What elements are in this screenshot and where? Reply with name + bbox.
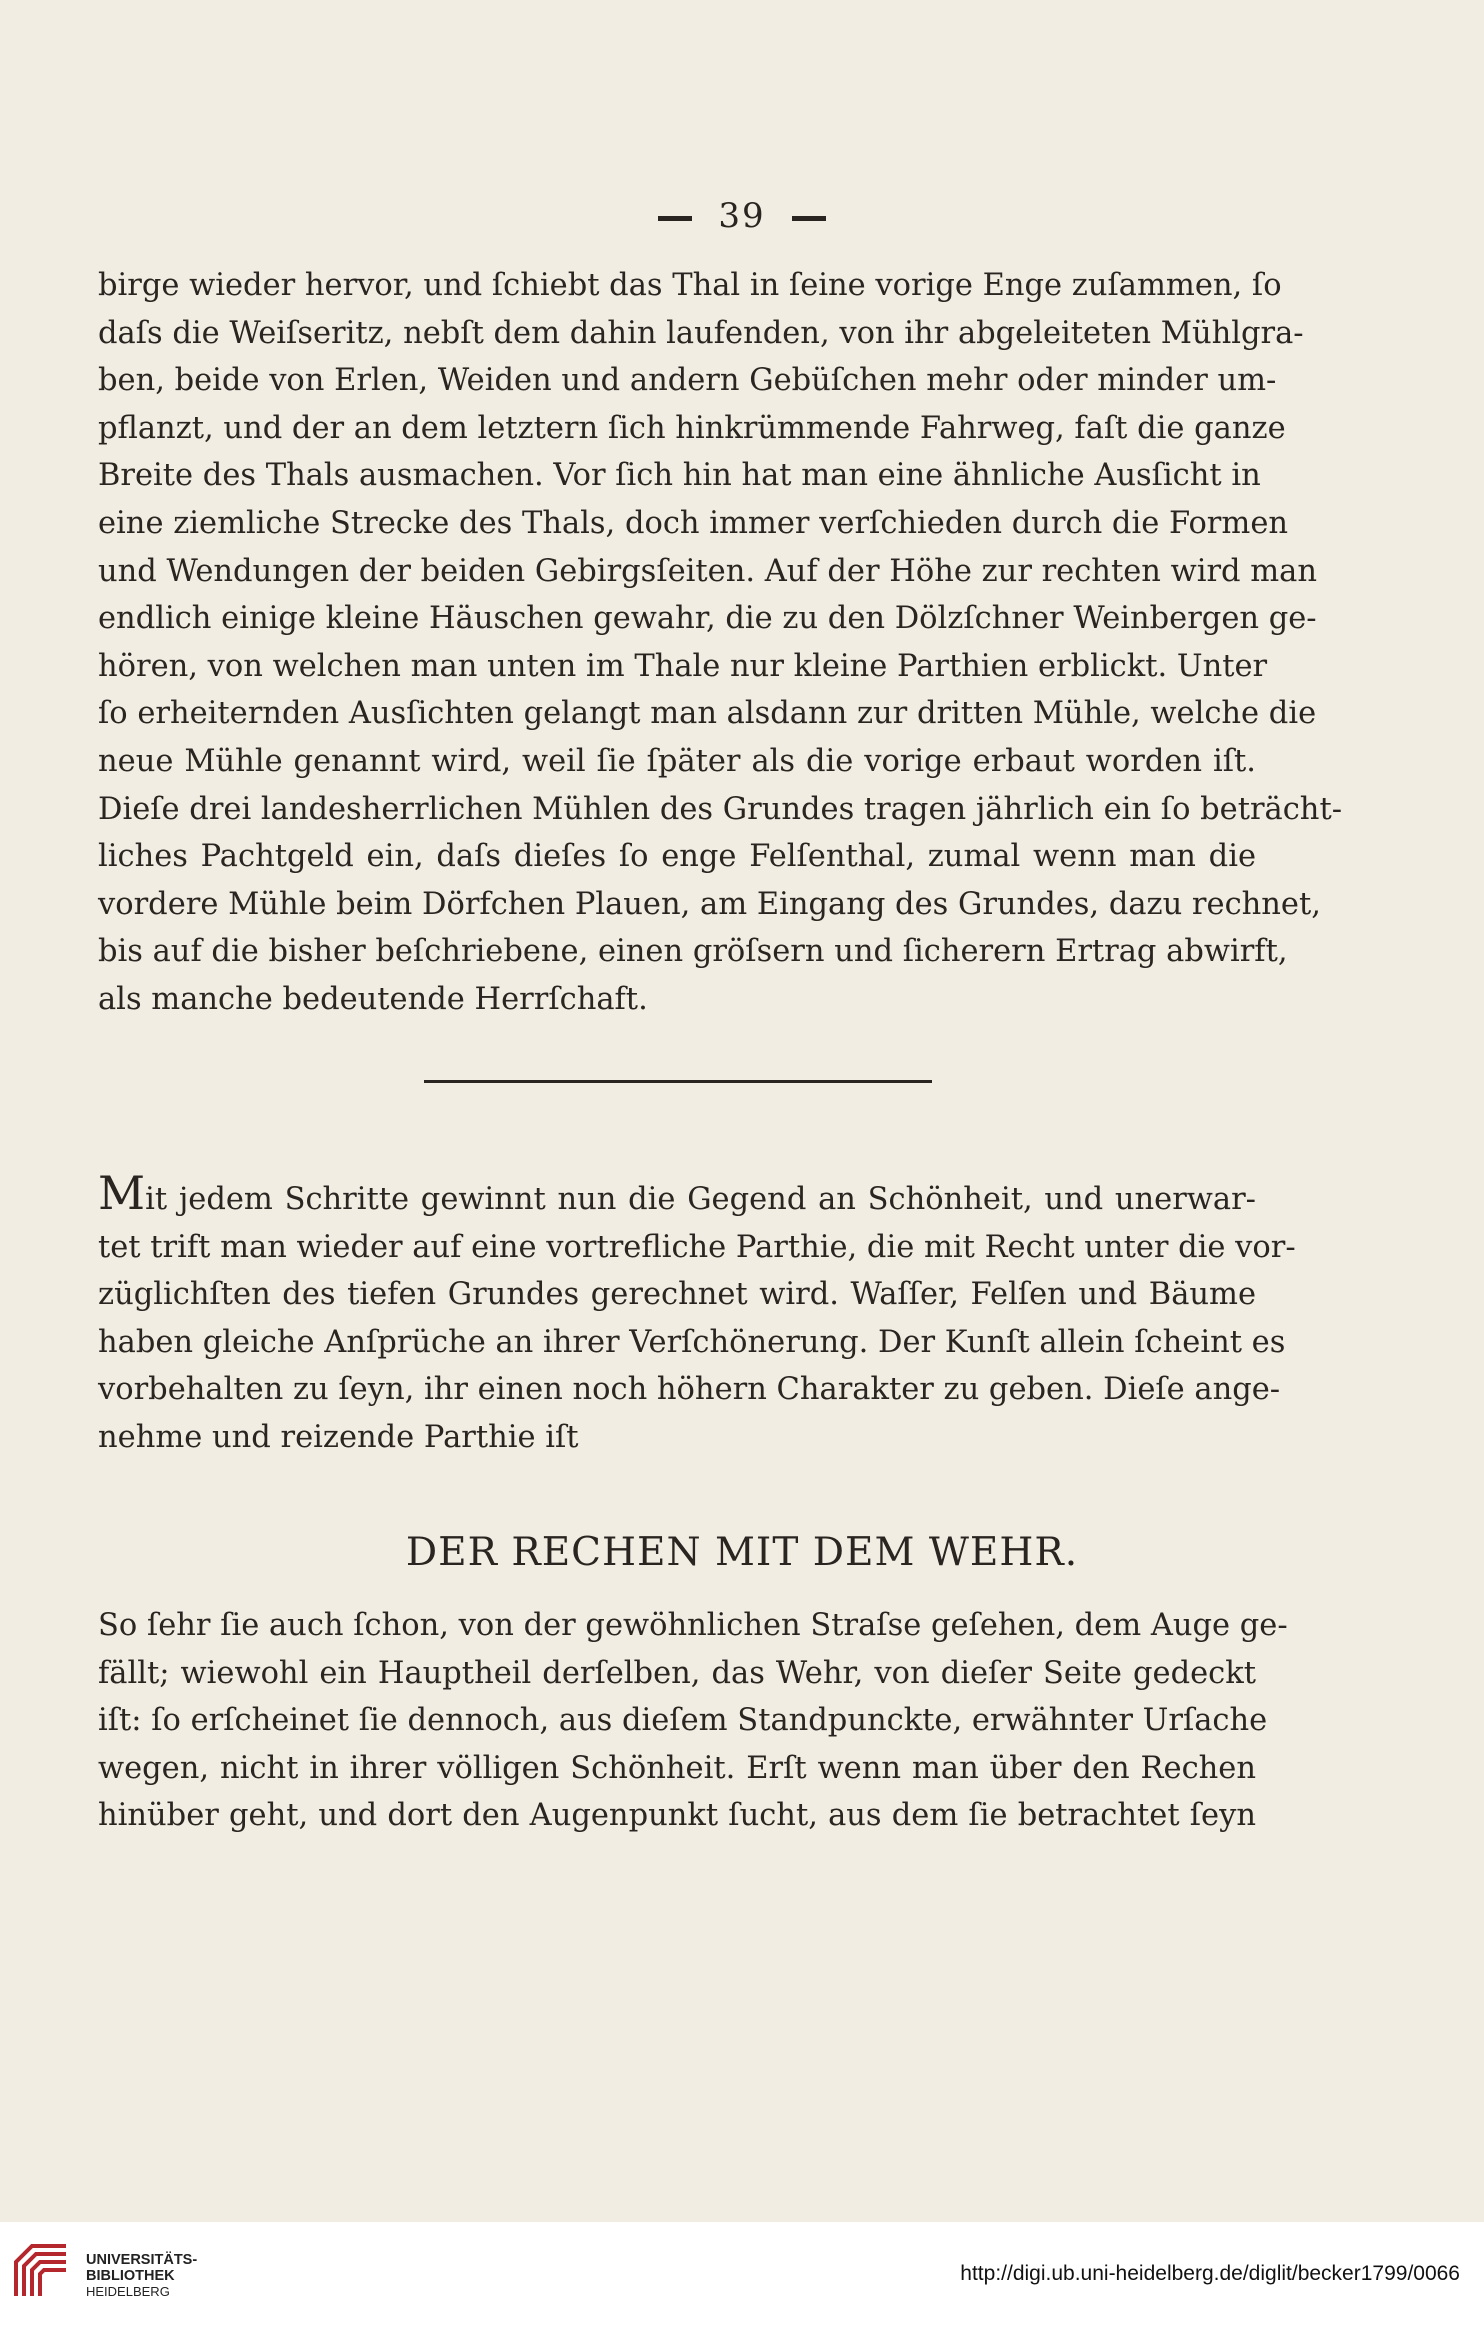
text-line: vordere Mühle beim Dörfchen Plauen, am Eingang des Grundes, dazu rechnet, (98, 886, 1321, 922)
text-line: nehme und reizende Parthie iſt (98, 1419, 579, 1455)
page-number: 39 (718, 196, 766, 236)
text-line: züglichſten des tiefen Grundes gerechnet wird. Waſſer, Felſen und Bäume (98, 1277, 1256, 1313)
paragraph-3 (98, 1602, 1288, 1840)
library-name-line-1: UNIVERSITÄTS- (86, 2252, 198, 2268)
text-line: iſt: ſo erſcheinet ſie dennoch, aus dieſem Standpunckte, erwähnter Urſache (98, 1703, 1268, 1739)
paragraph-2 (98, 1166, 1296, 1462)
section-heading: DER RECHEN MIT DEM WEHR. (405, 1530, 1079, 1575)
left-dash (658, 216, 692, 221)
text-line: birge wieder hervor, und ſchiebt das Thal in ſeine vorige Enge zuſammen, ſo (98, 268, 1282, 303)
text-line: neue Mühle genannt wird, weil ſie ſpäter als die vorige erbaut worden iſt. (98, 743, 1256, 779)
text-line: tet trift man wieder auf eine vortrefliche Parthie, die mit Recht unter die vor- (98, 1229, 1296, 1265)
text-line: hinüber geht, und dort den Augenpunkt ſucht, aus dem ſie betrachtet ſeyn (98, 1798, 1256, 1834)
text-line: bis auf die bisher beſchriebene, einen gröſsern und ſicherern Ertrag abwirft, (98, 934, 1288, 970)
library-name-line-3: HEIDELBERG (86, 2284, 170, 2299)
text-line: und Wendungen der beiden Gebirgsſeiten. Auf der Höhe zur rechten wird man (98, 553, 1318, 589)
text-line: fällt; wiewohl ein Hauptheil derſelben, das Wehr, von dieſer Seite gedeckt (98, 1655, 1256, 1691)
text-line: Breite des Thals ausmachen. Vor ſich hin hat man eine ähnliche Ausſicht in (98, 458, 1261, 494)
text-line: liches Pachtgeld ein, daſs dieſes ſo enge Felſenthal, zumal wenn man die (98, 839, 1256, 875)
text-line: Dieſe drei landesherrlichen Mühlen des Grundes tragen jährlich ein ſo beträcht- (98, 791, 1343, 827)
text-line: als manche bedeutende Herrſchaft. (98, 981, 648, 1017)
initial-letter: M (98, 1166, 146, 1220)
text-line: haben gleiche Anſprüche an ihrer Verſchönerung. Der Kunſt allein ſcheint es (98, 1324, 1286, 1360)
text-line: So ſehr ſie auch ſchon, von der gewöhnlichen Straſse geſehen, dem Auge ge- (98, 1608, 1288, 1643)
text-line: daſs die Weiſseritz, nebſt dem dahin laufenden, von ihr abgeleiteten Mühlgra- (98, 315, 1304, 351)
paragraph-1 (98, 262, 1343, 1024)
library-name-line-2: BIBLIOTHEK (86, 2268, 175, 2284)
text-line: endlich einige kleine Häuschen gewahr, die zu den Dölzſchner Weinbergen ge- (98, 601, 1317, 637)
library-name (86, 2252, 197, 2300)
text-line: ſo erheiternden Ausſichten gelangt man alsdann zur dritten Mühle, welche die (98, 696, 1317, 732)
first-line-rest: it jedem Schritte gewinnt nun die Gegend an Schönheit, und unerwar- (145, 1182, 1256, 1217)
page-number-header (0, 196, 1484, 236)
permalink-url[interactable]: http://digi.ub.uni-heidelberg.de/diglit/becker1799/0066 (960, 2262, 1460, 2285)
text-line: vorbehalten zu ſeyn, ihr einen noch höhern Charakter zu geben. Dieſe ange- (98, 1372, 1281, 1408)
text-line: hören, von welchen man unten im Thale nur kleine Parthien erblickt. Unter (98, 648, 1268, 684)
text-line: ben, beide von Erlen, Weiden und andern Gebüſchen mehr oder minder um- (98, 363, 1277, 399)
digitization-footer (0, 2222, 1484, 2332)
right-dash (792, 216, 826, 221)
text-line: pflanzt, und der an dem letztern ſich hinkrümmende Fahrweg, faſt die ganze (98, 410, 1286, 446)
university-library-logo-icon (10, 2240, 72, 2302)
section-divider-rule (424, 1080, 932, 1083)
text-line (98, 1166, 1256, 1224)
text-line: eine ziemliche Strecke des Thals, doch immer verſchieden durch die Formen (98, 505, 1289, 541)
text-line: wegen, nicht in ihrer völligen Schönheit. Erſt wenn man über den Rechen (98, 1750, 1256, 1786)
